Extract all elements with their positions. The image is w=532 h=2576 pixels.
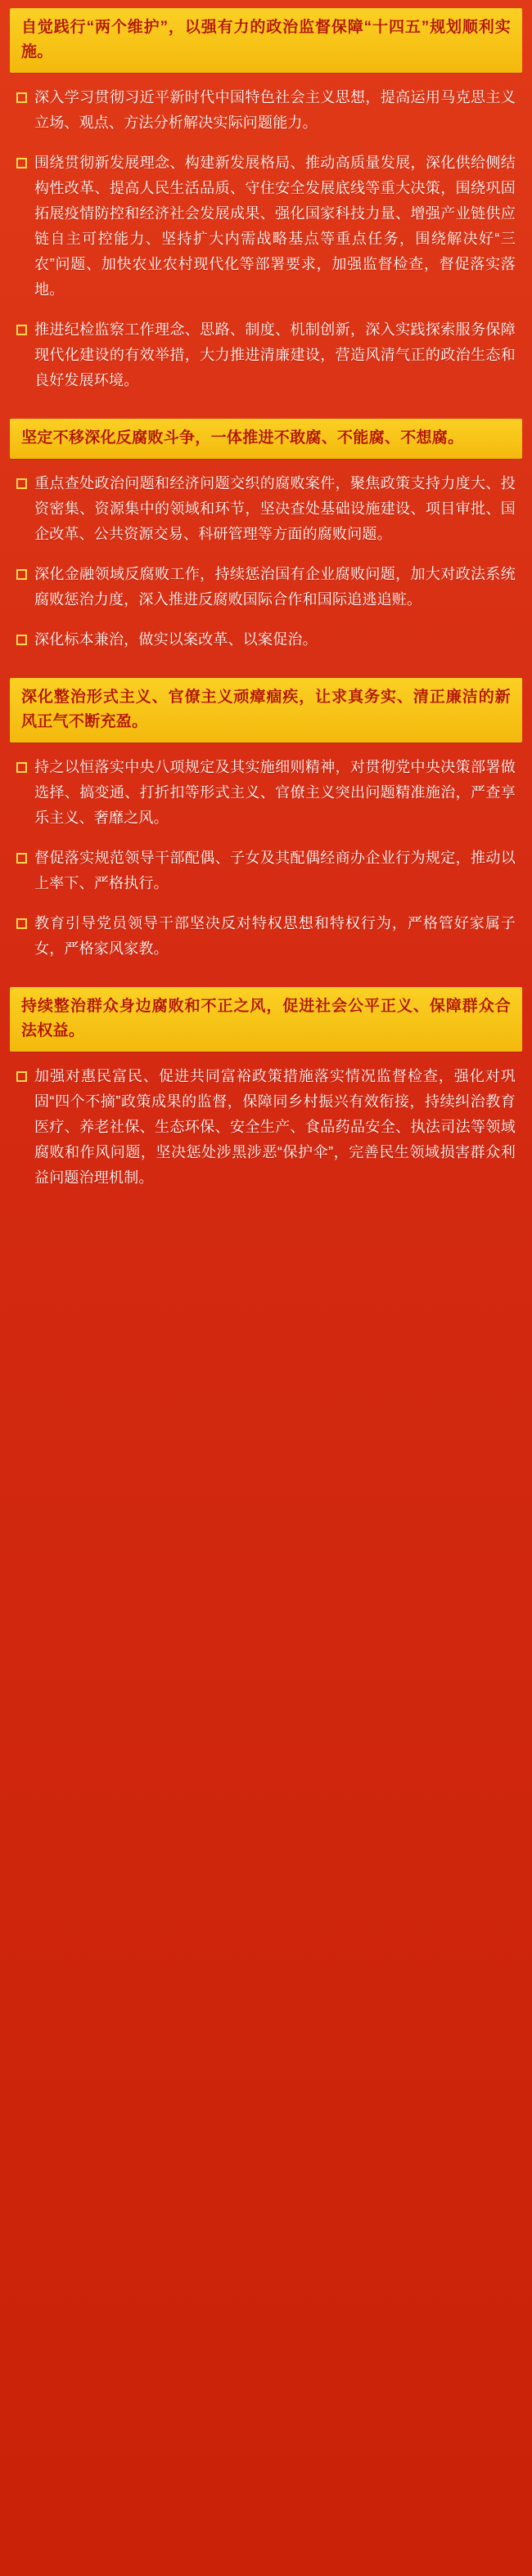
content-section [10, 987, 522, 1200]
list-item-text: 深入学习贯彻习近平新时代中国特色社会主义思想，提高运用马克思主义立场、观点、方法分析解决实际问题能力。 [34, 89, 516, 131]
list-item [13, 78, 519, 143]
section-spacer [10, 406, 522, 419]
list-item [13, 620, 519, 660]
list-item-text: 督促落实规范领导干部配偶、子女及其配偶经商办企业行为规定，推动以上率下、严格执行。 [34, 850, 516, 891]
square-bullet-icon [16, 92, 27, 103]
list-item [13, 1057, 519, 1198]
list-item [13, 143, 519, 310]
square-bullet-icon [16, 635, 27, 645]
list-item-text: 围绕贯彻新发展理念、构建新发展格局、推动高质量发展，深化供给侧结构性改革、提高人民生活品质、守住安全发展底线等重大决策，围绕巩固拓展疫情防控和经济社会发展成果、强化国家科技力量、增强产业链供应链自主可控能力、坚持扩大内需战略基点等重点任务，围绕解决好“三农”问题、加快农业农村现代化等部署要求，加强监督检查，督促落实落地。 [34, 155, 516, 298]
square-bullet-icon [16, 762, 27, 773]
list-item-text: 重点查处政治问题和经济问题交织的腐败案件，聚焦政策支持力度大、投资密集、资源集中的领域和环节，坚决查处基础设施建设、项目审批、国企改革、公共资源交易、科研管理等方面的腐败问题。 [34, 475, 516, 542]
content-section [10, 678, 522, 971]
list-item-text: 深化标本兼治，做实以案改革、以案促治。 [34, 631, 318, 648]
section-items [10, 743, 522, 971]
list-item [13, 554, 519, 620]
sections-container [10, 8, 522, 1200]
list-item-text: 深化金融领域反腐败工作，持续惩治国有企业腐败问题，加大对政法系统腐败惩治力度，深入推进反腐败国际合作和国际追逃追赃。 [34, 566, 516, 608]
section-heading: 深化整治形式主义、官僚主义顽瘴痼疾，让求真务实、清正廉洁的新风正气不断充盈。 [10, 678, 522, 743]
list-item [13, 310, 519, 401]
square-bullet-icon [16, 569, 27, 580]
square-bullet-icon [16, 918, 27, 929]
square-bullet-icon [16, 325, 27, 335]
section-items [10, 73, 522, 402]
list-item-text: 推进纪检监察工作理念、思路、制度、机制创新，深入实践探索服务保障现代化建设的有效举措，大力推进清廉建设，营造风清气正的政治生态和良好发展环境。 [34, 321, 516, 388]
square-bullet-icon [16, 158, 27, 168]
list-item [13, 747, 519, 838]
section-heading: 持续整治群众身边腐败和不正之风，促进社会公平正义、保障群众合法权益。 [10, 987, 522, 1052]
square-bullet-icon [16, 478, 27, 489]
list-item [13, 838, 519, 904]
content-section [10, 419, 522, 662]
content-section [10, 8, 522, 402]
list-item [13, 464, 519, 554]
section-items [10, 459, 522, 662]
list-item [13, 904, 519, 969]
list-item-text: 教育引导党员领导干部坚决反对特权思想和特权行为，严格管好家属子女，严格家风家教。 [34, 915, 516, 957]
section-heading: 坚定不移深化反腐败斗争，一体推进不敢腐、不能腐、不想腐。 [10, 419, 522, 459]
square-bullet-icon [16, 1071, 27, 1082]
section-spacer [10, 974, 522, 987]
square-bullet-icon [16, 853, 27, 864]
section-items [10, 1052, 522, 1200]
section-spacer [10, 665, 522, 678]
document-page [0, 0, 532, 1224]
list-item-text: 加强对惠民富民、促进共同富裕政策措施落实情况监督检查，强化对巩固“四个不摘”政策成果的监督，保障同乡村振兴有效衔接，持续纠治教育医疗、养老社保、生态环保、安全生产、食品药品安全、执法司法等领域腐败和作风问题，坚决惩处涉黑涉恶“保护伞”，完善民生领域损害群众利益问题治理机制。 [34, 1068, 516, 1186]
section-heading: 自觉践行“两个维护”，以强有力的政治监督保障“十四五”规划顺利实施。 [10, 8, 522, 73]
list-item-text: 持之以恒落实中央八项规定及其实施细则精神，对贯彻党中央决策部署做选择、搞变通、打折扣等形式主义、官僚主义突出问题精准施治，严查享乐主义、奢靡之风。 [34, 759, 516, 826]
